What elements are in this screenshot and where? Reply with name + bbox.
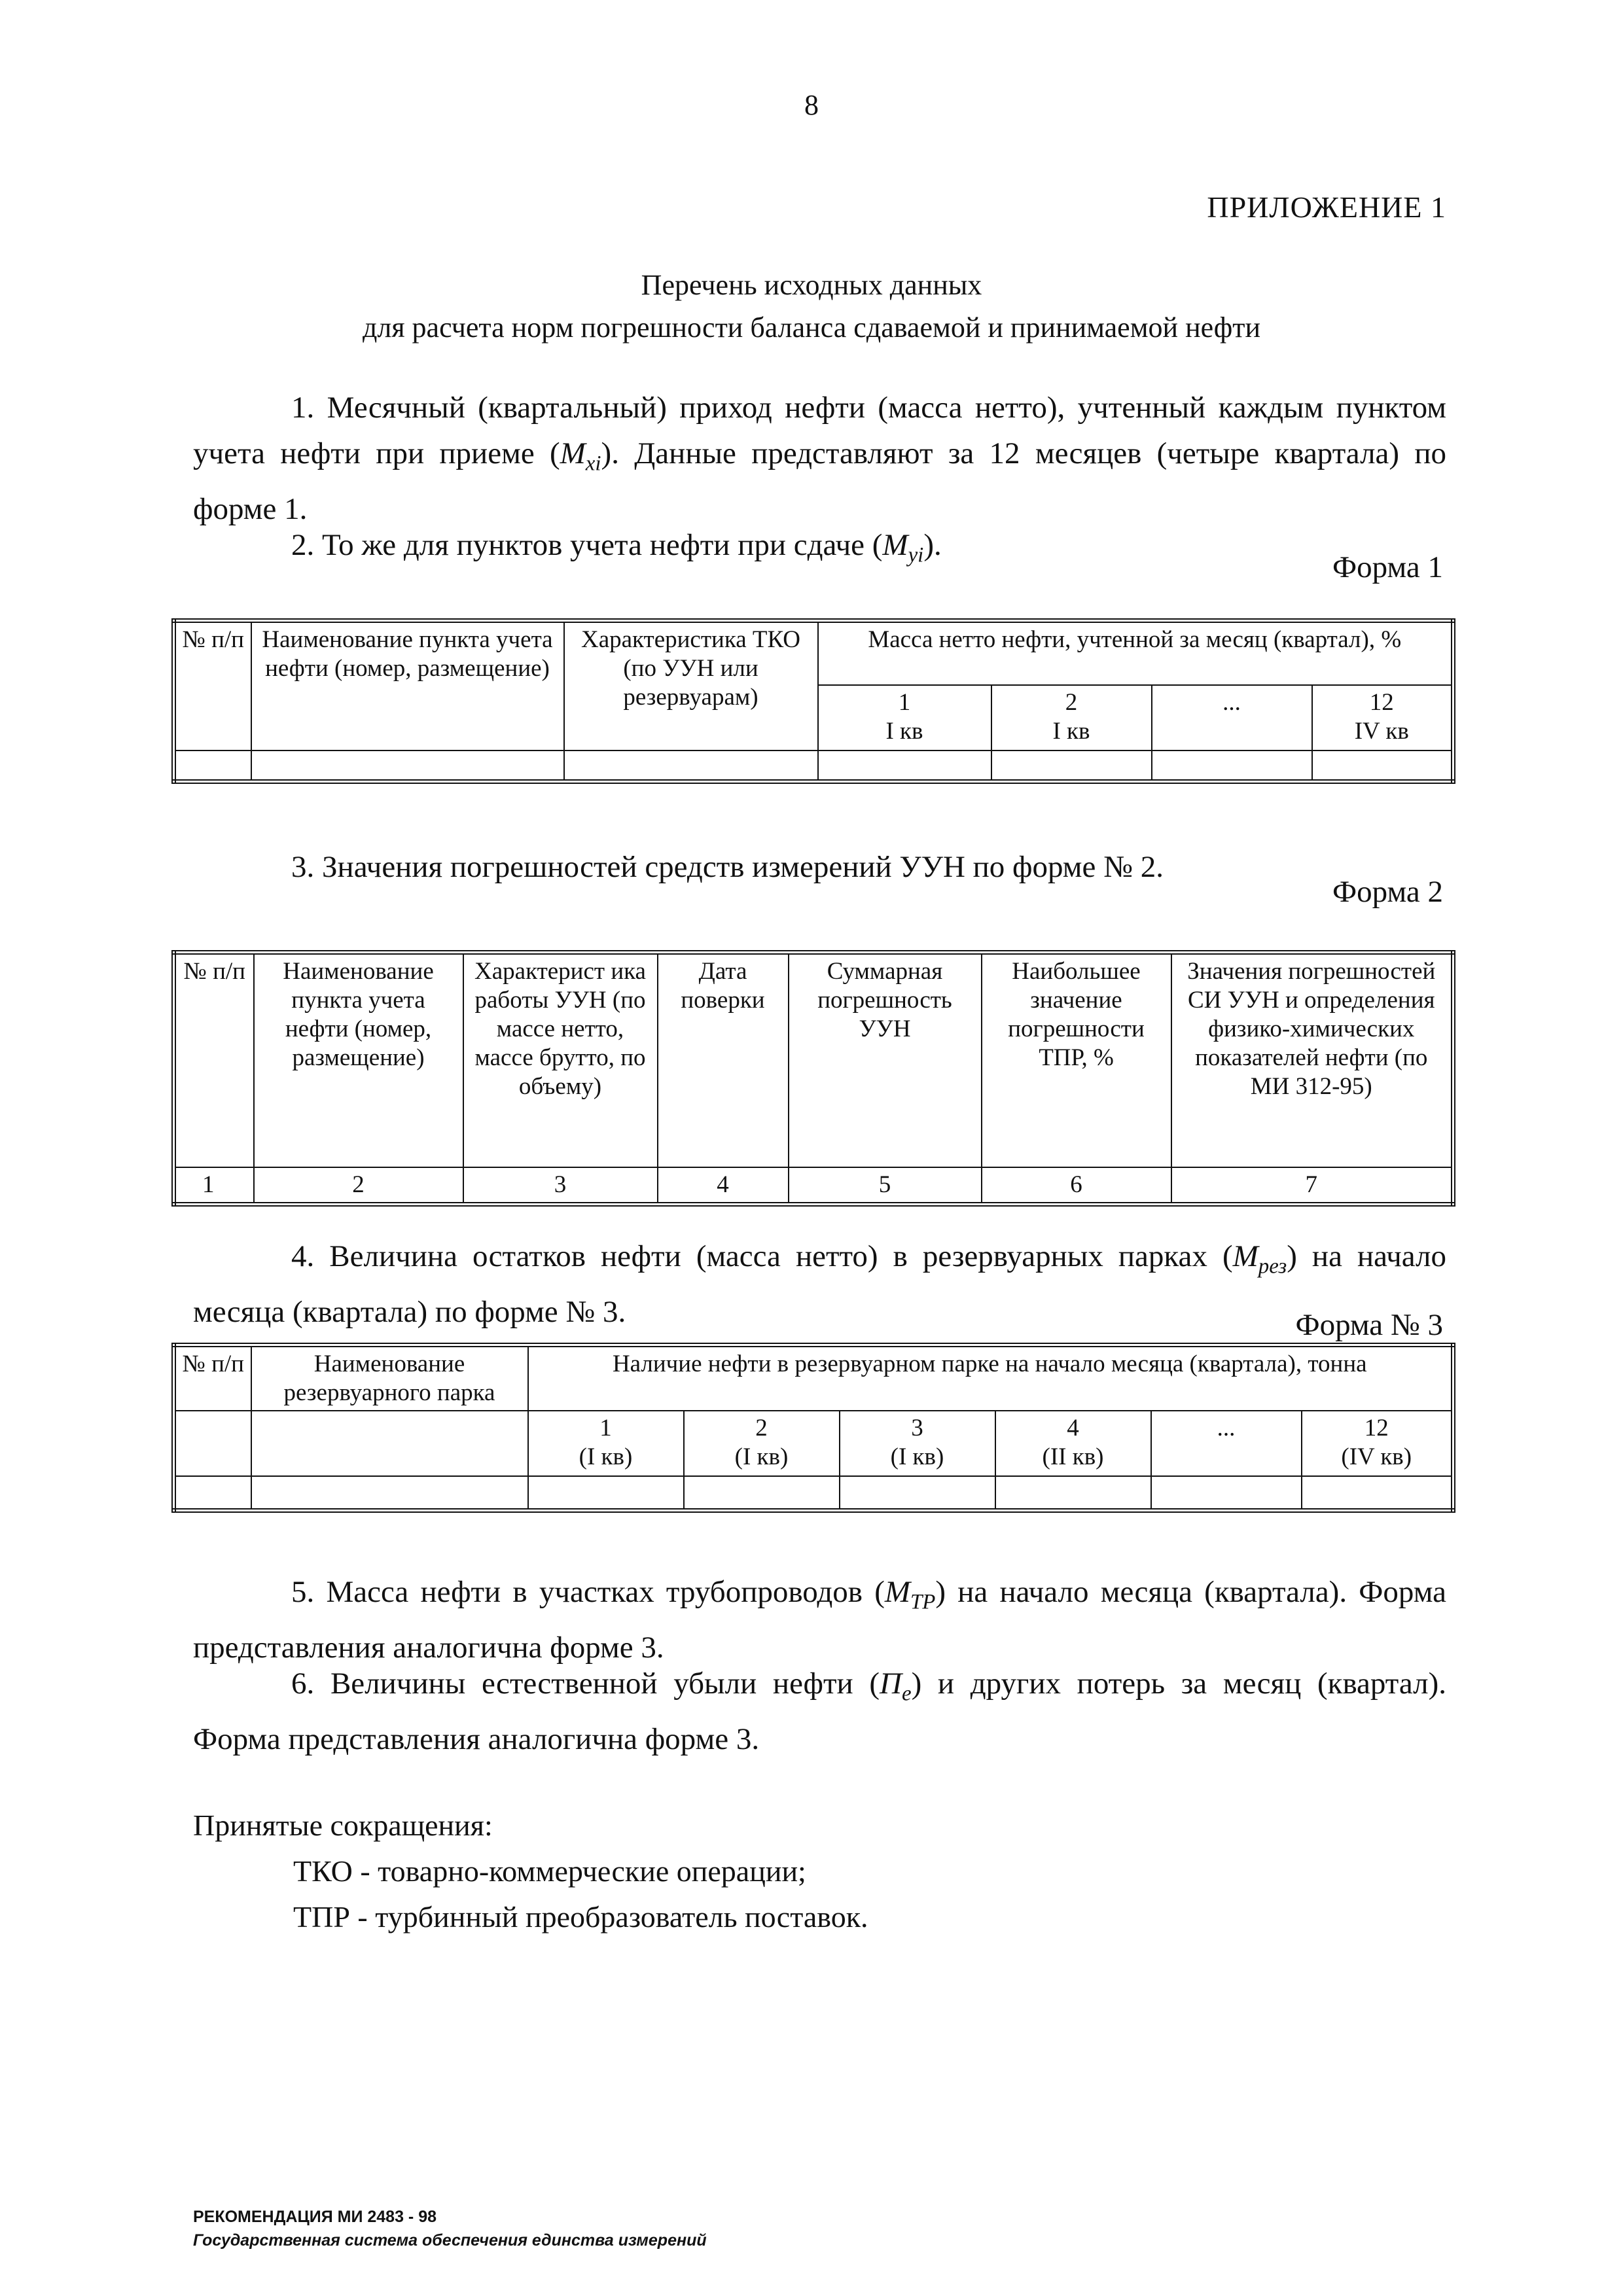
footer <box>193 2205 707 2252</box>
form-1-month-cell: 2 I кв <box>991 685 1152 751</box>
form-3-month-cell: 1 (I кв) <box>528 1411 684 1476</box>
form-2-column-number: 7 <box>1171 1167 1454 1205</box>
item-2-paragraph: 2. То же для пунктов учета нефти при сдаче $(M_{yi})$. <box>291 528 942 567</box>
form-3-month-cell: 12 (IV кв) <box>1302 1411 1454 1476</box>
form-2-column-number: 2 <box>254 1167 463 1205</box>
form-1-header-number: № п/п <box>174 621 251 751</box>
form-2-column-number: 6 <box>982 1167 1171 1205</box>
form-2-header-number: № п/п <box>174 953 254 1167</box>
form-3-header-number: № п/п <box>174 1345 251 1411</box>
form-3-empty-row <box>174 1476 1454 1510</box>
form-1-header-mass: Масса нетто нефти, учтенной за месяц (квартал), % <box>818 621 1454 685</box>
document-title-line-2: для расчета норм погрешности баланса сдаваемой и принимаемой нефти <box>362 311 1261 344</box>
form-2-column-number: 4 <box>658 1167 789 1205</box>
form-3-header-availability: Наличие нефти в резервуарном парке на начало месяца (квартала), тонна <box>528 1345 1454 1411</box>
form-2-header-values: Значения погрешностей СИ УУН и определения физико-химических показателей нефти (по МИ 312-95) <box>1171 953 1454 1167</box>
form-3-month-cell: 3 (I кв) <box>840 1411 995 1476</box>
form-3-table <box>171 1343 1455 1513</box>
form-2-header-date: Дата поверки <box>658 953 789 1167</box>
form-2-label: Форма 2 <box>1332 875 1443 909</box>
form-3-month-cell: ... <box>1151 1411 1302 1476</box>
form-1-month-cell: 1 I кв <box>818 685 991 751</box>
item-3-paragraph: 3. Значения погрешностей средств измерений УУН по форме № 2. <box>291 850 1164 884</box>
form-1-header-characteristic: Характеристика ТКО (по УУН или резервуарам) <box>564 621 818 751</box>
footer-recommendation: РЕКОМЕНДАЦИЯ МИ 2483 - 98 <box>193 2208 437 2226</box>
item-5-paragraph: 5. Масса нефти в участках трубопроводов $(M_{TP})$ на начало месяца (квартала). Форма представления аналогична форме 3. <box>193 1575 1446 1665</box>
form-1-month-cell: ... <box>1152 685 1312 751</box>
page-number: 8 <box>804 89 819 121</box>
form-1-header-name: Наименование пункта учета нефти (номер, размещение) <box>251 621 564 751</box>
footer-system: Государственная система обеспечения единства измерений <box>193 2231 707 2250</box>
form-2-header-total-error: Суммарная погрешность УУН <box>789 953 982 1167</box>
item-4-paragraph: 4. Величина остатков нефти (масса нетто) в резервуарных парках $(M_{рез})$ на начало месяца (квартала) по форме № 3. <box>193 1239 1446 1330</box>
form-3-month-cell: 2 (I кв) <box>684 1411 840 1476</box>
form-3-label: Форма № 3 <box>1295 1308 1443 1342</box>
abbreviation-tpr: ТПР - турбинный преобразователь поставок. <box>293 1900 868 1934</box>
item-6-paragraph: 6. Величины естественной убыли нефти $(П_е)$ и других потерь за месяц (квартал). Форма представления аналогична форме 3. <box>193 1667 1446 1757</box>
form-3-header-name: Наименование резервуарного парка <box>251 1345 528 1411</box>
form-1-month-cell: 12 IV кв <box>1312 685 1454 751</box>
document-title-line-1: Перечень исходных данных <box>641 269 982 301</box>
form-3-month-cell: 4 (II кв) <box>995 1411 1151 1476</box>
form-1-table <box>171 618 1455 784</box>
appendix-title: ПРИЛОЖЕНИЕ 1 <box>1207 190 1446 224</box>
form-1-empty-row <box>174 751 1454 782</box>
form-2-column-number: 1 <box>174 1167 254 1205</box>
form-2-column-number: 5 <box>789 1167 982 1205</box>
form-2-table <box>171 950 1455 1207</box>
item-1-paragraph: 1. Месячный (квартальный) приход нефти (масса нетто), учтенный каждым пунктом учета нефти при приеме $(M_{xi})$. Данные представляют за 12 месяцев (четыре квартала) по форме 1. <box>193 391 1446 527</box>
abbreviation-tko: ТКО - товарно-коммерческие операции; <box>293 1854 806 1888</box>
form-2-header-characteristic: Характерист ика работы УУН (по массе нетто, массе брутто, по объему) <box>463 953 658 1167</box>
form-2-header-name: Наименование пункта учета нефти (номер, размещение) <box>254 953 463 1167</box>
form-2-header-max-error: Наибольшее значение погрешности ТПР, % <box>982 953 1171 1167</box>
form-1-label: Форма 1 <box>1332 550 1443 584</box>
form-2-column-number: 3 <box>463 1167 658 1205</box>
abbreviations-title: Принятые сокращения: <box>193 1809 493 1842</box>
